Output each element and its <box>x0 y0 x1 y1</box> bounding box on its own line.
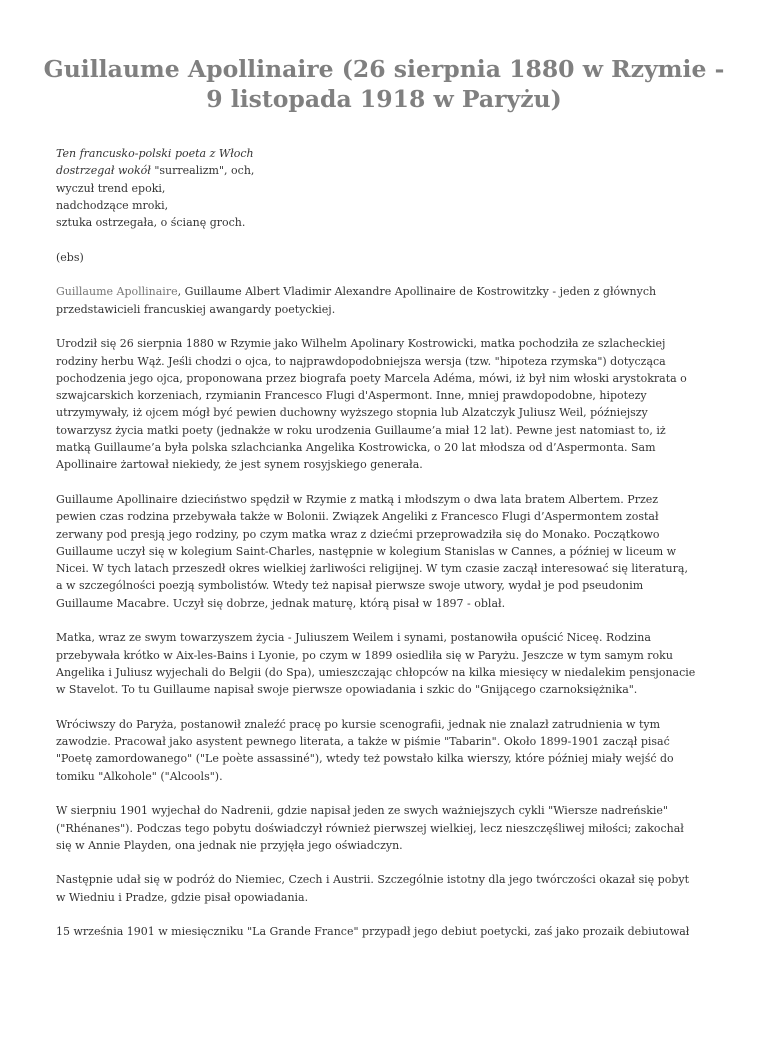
paragraph-line: pewien czas rodzina przebywała także w Bolonii. Związek Angeliki z Francesco Flugi d’Aspermontem został <box>56 510 659 524</box>
page-title <box>40 54 728 114</box>
intro-text: , Guillaume Albert Vladimir Alexandre Apollinaire de Kostrowitzky - jeden z głównych <box>177 285 657 299</box>
paragraph-line: się w Annie Playden, ona jednak nie przyjęła jego oświadczyn. <box>56 838 403 852</box>
paragraph-line: Angelika i Juliusz wyjechali do Belgii (do Spa), umieszczając chłopców na kilka miesięcy w niedalekim pensjonacie <box>56 665 696 679</box>
paragraph-line: pochodzenia jego ojca, proponowana przez biografa poety Marcela Adéma, mówi, iż był nim włoski arystokrata o <box>56 371 687 385</box>
paragraph-line: Guillaume Apollinaire dzieciństwo spędził w Rzymie z matką i młodszym o dwa lata bratem Albertem. Przez <box>56 492 659 506</box>
paragraph-line: towarzysz życia matki poety (jednakże w roku urodzenia Guillaume’a miał 12 lat). Pewne jest natomiast to, iż <box>56 423 666 437</box>
poem-line: nadchodzące mroki, <box>56 198 169 212</box>
paragraph-line: "Poetę zamordowanego" ("Le poète assassiné"), wtedy też powstało kilka wierszy, które później miały wejść do <box>56 752 674 766</box>
paragraph-line: matką Guillaume’a była polska szlachcianka Angelika Kostrowicka, o 20 lat młodsza od d’Aspermonta. Sam <box>56 441 656 455</box>
paragraph-line: rodziny herbu Wąż. Jeśli chodzi o ojca, to najprawdopodobniejsza wersja (tzw. "hipoteza rzymska") dotycząca <box>56 354 666 368</box>
paragraph-line: tomiku "Alkohole" ("Alcools"). <box>56 769 223 783</box>
paragraph <box>56 491 746 612</box>
paragraph-line: Guillaume Macabre. Uczył się dobrze, jednak maturę, którą pisał w 1897 - oblał. <box>56 596 506 610</box>
biography-paragraphs <box>56 335 746 940</box>
paragraph-line: Guillaume uczył się w kolegium Saint-Charles, następnie w kolegium Stanislas w Cannes, a później w liceum w <box>56 544 677 558</box>
poem <box>56 145 746 231</box>
paragraph <box>56 802 746 854</box>
paragraph <box>56 716 746 785</box>
paragraph <box>56 871 746 906</box>
title-line: 9 listopada 1918 w Paryżu) <box>206 85 562 113</box>
paragraph-line: przebywała krótko w Aix-les-Bains i Lyonie, po czym w 1899 osiedliła się w Paryżu. Jeszcze w tym samym roku <box>56 648 673 662</box>
paragraph-line: Następnie udał się w podróż do Niemiec, Czech i Austrii. Szczególnie istotny dla jego twórczości okazał się pobyt <box>56 873 689 887</box>
paragraph-line <box>56 283 746 300</box>
paragraph-line: Urodził się 26 sierpnia 1880 w Rzymie jako Wilhelm Apolinary Kostrowicki, matka pochodziła ze szlacheckiej <box>56 337 666 351</box>
poem-line: sztuka ostrzegała, o ścianę groch. <box>56 216 246 230</box>
poem-line: wyczuł trend epoki, <box>56 181 166 195</box>
paragraph <box>56 629 746 698</box>
paragraph-line: ("Rhénanes"). Podczas tego pobytu doświadczył również pierwszej wielkiej, lecz nieszczęśliwej miłości; zakochał <box>56 821 684 835</box>
paragraph <box>56 923 746 940</box>
poem-line <box>56 162 746 179</box>
paragraph-line: utrzymywały, iż ojcem mógł być pewien duchowny wyższego stopnia lub Alzatczyk Juliusz Weil, późniejszy <box>56 406 648 420</box>
paragraph-line: w Stavelot. To tu Guillaume napisał swoje pierwsze opowiadania i szkic do "Gnijącego czarnoksiężnika". <box>56 683 638 697</box>
author-link[interactable]: Guillaume Apollinaire <box>56 285 178 299</box>
paragraph-line: w Wiedniu i Pradze, gdzie pisał opowiadania. <box>56 890 309 904</box>
poem-signature: (ebs) <box>56 250 84 264</box>
paragraph-line: zerwany pod presją jego rodziny, po czym matka wraz z dziećmi przeprowadziła się do Monako. Początkowo <box>56 527 660 541</box>
paragraph <box>56 335 746 473</box>
article-body <box>56 145 746 941</box>
paragraph-line: Wróciwszy do Paryża, postanowił znaleźć pracę po kursie scenografii, jednak nie znalazł zatrudnienia w tym <box>56 717 661 731</box>
poem-line: Ten francusko-polski poeta z Włoch <box>56 147 254 160</box>
paragraph-line: zawodzie. Pracował jako asystent pewnego literata, a także w piśmie "Tabarin". Około 1899-1901 zaczął pisać <box>56 735 670 749</box>
paragraph-line: Apollinaire żartował niekiedy, że jest synem rosyjskiego generała. <box>56 458 423 472</box>
paragraph-line: Matka, wraz ze swym towarzyszem życia - Juliuszem Weilem i synami, postanowiła opuścić Niceę. Rodzina <box>56 631 651 645</box>
paragraph-line: W sierpniu 1901 wyjechał do Nadrenii, gdzie napisał jeden ze swych ważniejszych cykli "Wiersze nadreńskie" <box>56 804 668 818</box>
paragraph-line: a w szczególności poezją symbolistów. Wtedy też napisał pierwsze swoje utwory, wydał je pod pseudonim <box>56 579 644 593</box>
poem-line-italic: dostrzegał wokół <box>56 164 151 178</box>
poem-line-rest: "surrealizm", och, <box>150 164 255 178</box>
paragraph-line: szwajcarskich korzeniach, rzymianin Francesco Flugi d'Aspermont. Inne, mniej prawdopodobne, hipotezy <box>56 389 647 403</box>
intro-paragraph <box>56 283 746 318</box>
paragraph-line: przedstawicieli francuskiej awangardy poetyckiej. <box>56 302 336 316</box>
paragraph-line: Nicei. W tych latach przeszedł okres wielkiej żarliwości religijnej. W tym czasie zaczął interesować się literaturą, <box>56 562 688 576</box>
paragraph-line: 15 września 1901 w miesięczniku "La Grande France" przypadł jego debiut poetycki, zaś jako prozaik debiutował <box>56 925 690 939</box>
title-line: Guillaume Apollinaire (26 sierpnia 1880 w Rzymie - <box>43 55 725 83</box>
